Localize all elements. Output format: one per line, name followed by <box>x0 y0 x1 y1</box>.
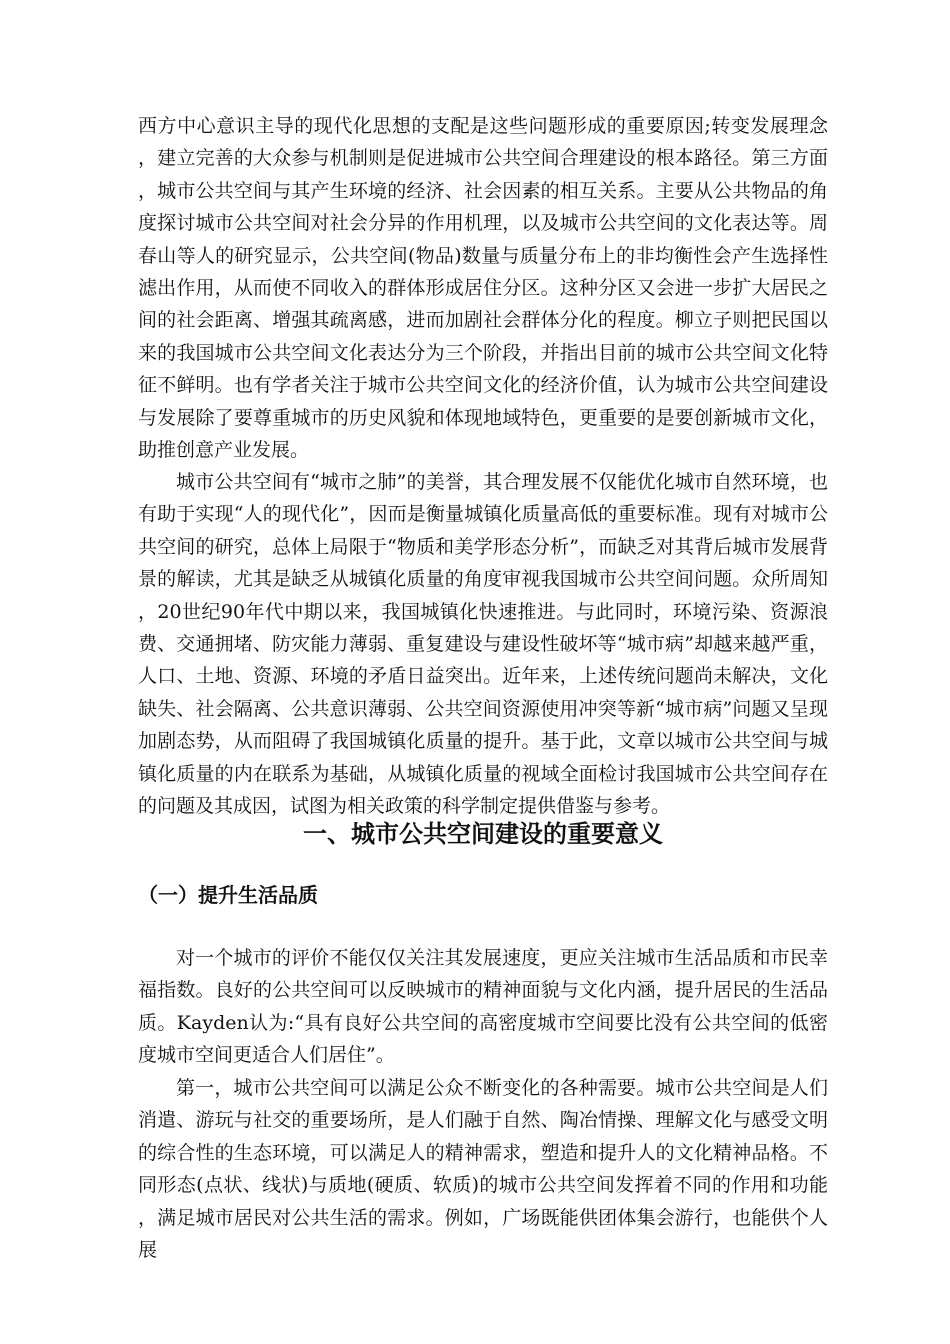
subsection-heading: （一）提升生活品质 <box>138 883 318 907</box>
section-heading: 一、城市公共空间建设的重要意义 <box>303 820 663 848</box>
body-paragraph-2: 城市公共空间有“城市之肺”的美誉，其合理发展不仅能优化城市自然环境，也有助于实现“人的现代化”，因而是衡量城镇化质量高低的重要标准。现有对城市公共空间的研究，总体上局限于“物质和美学形态分析”，而缺乏对其背后城市发展背景的解读，尤其是缺乏从城镇化质量的角度审视我国城市公共空间问题。众所周知，20世纪90年代中期以来，我国城镇化快速推进。与此同时，环境污染、资源浪费、交通拥堵、防灾能力薄弱、重复建设与建设性破坏等“城市病”却越来越严重，人口、土地、资源、环境的矛盾日益突出。近年来，上述传统问题尚未解决，文化缺失、社会隔离、公共意识薄弱、公共空间资源使用冲突等新“城市病”问题又呈现加剧态势，从而阻碍了我国城镇化质量的提升。基于此，文章以城市公共空间与城镇化质量的内在联系为基础，从城镇化质量的视域全面检讨我国城市公共空间存在的问题及其成因，试图为相关政策的科学制定提供借鉴与参考。 <box>138 471 828 818</box>
body-paragraph-3: 对一个城市的评价不能仅仅关注其发展速度，更应关注城市生活品质和市民幸福指数。良好的公共空间可以反映城市的精神面貌与文化内涵，提升居民的生活品质。Kayden认为:“具有良好公共空间的高密度城市空间要比没有公共空间的低密度城市空间更适合人们居住”。 <box>138 947 828 1067</box>
body-paragraph-4: 第一，城市公共空间可以满足公众不断变化的各种需要。城市公共空间是人们消遣、游玩与社交的重要场所，是人们融于自然、陶冶情操、理解文化与感受文明的综合性的生态环境，可以满足人的精神需求，塑造和提升人的文化精神品格。不同形态(点状、线状)与质地(硬质、软质)的城市公共空间发挥着不同的作用和功能，满足城市居民对公共生活的需求。例如，广场既能供团体集会游行，也能供个人展 <box>138 1077 828 1262</box>
body-paragraph-1: 西方中心意识主导的现代化思想的支配是这些问题形成的重要原因;转变发展理念，建立完善的大众参与机制则是促进城市公共空间合理建设的根本路径。第三方面，城市公共空间与其产生环境的经济、社会因素的相互关系。主要从公共物品的角度探讨城市公共空间对社会分异的作用机理，以及城市公共空间的文化表达等。周春山等人的研究显示，公共空间(物品)数量与质量分布上的非均衡性会产生选择性滤出作用，从而使不同收入的群体形成居住分区。这种分区又会进一步扩大居民之间的社会距离、增强其疏离感，进而加剧社会群体分化的程度。柳立子则把民国以来的我国城市公共空间文化表达分为三个阶段，并指出目前的城市公共空间文化特征不鲜明。也有学者关注于城市公共空间文化的经济价值，认为城市公共空间建设与发展除了要尊重城市的历史风貌和体现地域特色，更重要的是要创新城市文化，助推创意产业发展。 <box>138 115 828 462</box>
